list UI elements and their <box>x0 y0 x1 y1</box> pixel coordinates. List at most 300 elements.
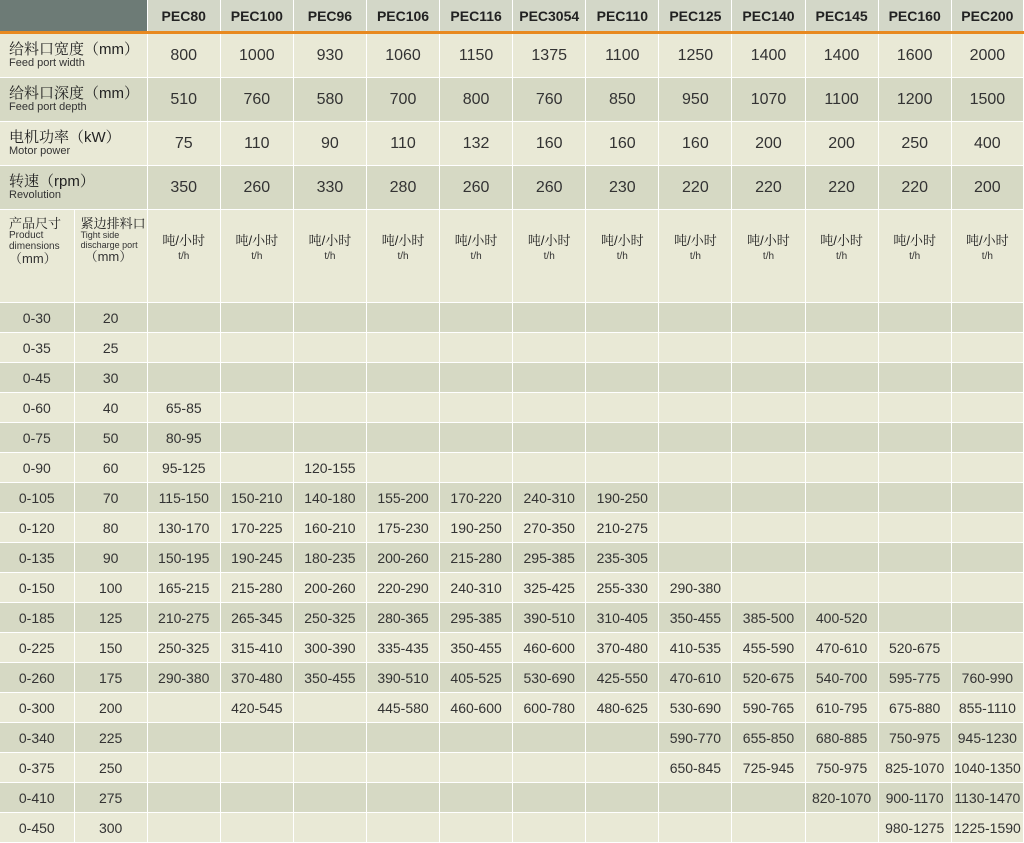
spec-value: 160 <box>659 122 732 166</box>
spec-value: 260 <box>220 166 293 210</box>
capacity-value: 310-405 <box>586 603 659 633</box>
dim-label-part: （mm） <box>9 251 57 266</box>
spec-value: 2000 <box>951 33 1023 78</box>
capacity-unit <box>951 210 1023 303</box>
discharge-port: 80 <box>74 513 147 543</box>
capacity-value: 530-690 <box>659 693 732 723</box>
capacity-value <box>293 753 366 783</box>
model-header-pec125: PEC125 <box>659 0 732 33</box>
spec-value: 1500 <box>951 78 1023 122</box>
capacity-value <box>220 423 293 453</box>
spec-value: 220 <box>659 166 732 210</box>
header-corner <box>0 0 147 33</box>
capacity-value: 180-235 <box>293 543 366 573</box>
capacity-unit <box>366 210 439 303</box>
capacity-value <box>732 363 805 393</box>
capacity-value <box>147 723 220 753</box>
capacity-value: 460-600 <box>513 633 586 663</box>
product-size: 0-260 <box>0 663 74 693</box>
product-size: 0-150 <box>0 573 74 603</box>
capacity-value <box>293 303 366 333</box>
capacity-value: 470-610 <box>805 633 878 663</box>
spec-value: 760 <box>220 78 293 122</box>
discharge-port: 200 <box>74 693 147 723</box>
capacity-value <box>513 393 586 423</box>
capacity-value: 220-290 <box>366 573 439 603</box>
capacity-value <box>805 813 878 843</box>
capacity-value <box>147 753 220 783</box>
spec-label <box>0 166 147 210</box>
capacity-value <box>586 333 659 363</box>
capacity-value <box>805 453 878 483</box>
capacity-value <box>513 723 586 753</box>
capacity-value: 300-390 <box>293 633 366 663</box>
product-dimensions-label <box>0 210 74 303</box>
product-size: 0-120 <box>0 513 74 543</box>
capacity-value: 150-195 <box>147 543 220 573</box>
capacity-value <box>440 783 513 813</box>
discharge-port: 125 <box>74 603 147 633</box>
capacity-value <box>805 303 878 333</box>
spec-row <box>0 78 1024 122</box>
capacity-value <box>586 783 659 813</box>
capacity-value: 470-610 <box>659 663 732 693</box>
capacity-value <box>805 483 878 513</box>
capacity-value <box>293 363 366 393</box>
discharge-port: 100 <box>74 573 147 603</box>
capacity-value <box>878 543 951 573</box>
unit-en: t/h <box>689 251 701 262</box>
capacity-value <box>805 573 878 603</box>
table-row <box>0 543 1024 573</box>
capacity-value: 215-280 <box>220 573 293 603</box>
capacity-value <box>732 483 805 513</box>
capacity-value: 590-765 <box>732 693 805 723</box>
spec-value: 580 <box>293 78 366 122</box>
spec-value: 1150 <box>440 33 513 78</box>
dim-label-part: 产品尺寸 <box>9 216 62 231</box>
capacity-value <box>440 303 513 333</box>
unit-en: t/h <box>616 251 628 262</box>
capacity-value <box>732 783 805 813</box>
capacity-value: 1040-1350 <box>951 753 1023 783</box>
capacity-value: 750-975 <box>878 723 951 753</box>
capacity-value: 455-590 <box>732 633 805 663</box>
capacity-value: 240-310 <box>513 483 586 513</box>
capacity-value <box>951 543 1023 573</box>
capacity-value <box>659 303 732 333</box>
capacity-value: 540-700 <box>805 663 878 693</box>
capacity-value <box>366 363 439 393</box>
spec-value: 800 <box>440 78 513 122</box>
spec-value: 220 <box>732 166 805 210</box>
spec-value: 1600 <box>878 33 951 78</box>
capacity-value <box>586 303 659 333</box>
spec-value: 1070 <box>732 78 805 122</box>
spec-label-cn: 给料口宽度（mm） <box>9 40 139 58</box>
product-size: 0-105 <box>0 483 74 513</box>
product-size: 0-45 <box>0 363 74 393</box>
spec-value: 200 <box>805 122 878 166</box>
capacity-value: 235-305 <box>586 543 659 573</box>
capacity-value: 350-455 <box>659 603 732 633</box>
table-row <box>0 423 1024 453</box>
unit-en: t/h <box>324 251 336 262</box>
product-size: 0-185 <box>0 603 74 633</box>
spec-value: 132 <box>440 122 513 166</box>
capacity-value <box>366 783 439 813</box>
unit-en: t/h <box>543 251 555 262</box>
table-row <box>0 813 1024 843</box>
table-row <box>0 663 1024 693</box>
capacity-value: 190-250 <box>586 483 659 513</box>
capacity-value <box>659 423 732 453</box>
capacity-value <box>805 363 878 393</box>
unit-en: t/h <box>470 251 482 262</box>
unit-cn: 吨/小时 <box>966 233 1009 248</box>
capacity-value: 390-510 <box>513 603 586 633</box>
table-row <box>0 723 1024 753</box>
capacity-value <box>220 393 293 423</box>
product-size: 0-375 <box>0 753 74 783</box>
capacity-value <box>878 573 951 603</box>
capacity-value <box>293 333 366 363</box>
capacity-value <box>878 363 951 393</box>
capacity-value <box>951 363 1023 393</box>
capacity-value: 945-1230 <box>951 723 1023 753</box>
spec-value: 1060 <box>366 33 439 78</box>
capacity-value <box>586 453 659 483</box>
spec-value: 850 <box>586 78 659 122</box>
capacity-value <box>366 453 439 483</box>
unit-en: t/h <box>981 251 993 262</box>
capacity-value: 675-880 <box>878 693 951 723</box>
capacity-value: 655-850 <box>732 723 805 753</box>
capacity-value: 150-210 <box>220 483 293 513</box>
capacity-value <box>293 783 366 813</box>
capacity-value <box>805 543 878 573</box>
capacity-value: 820-1070 <box>805 783 878 813</box>
capacity-value <box>220 333 293 363</box>
product-size: 0-410 <box>0 783 74 813</box>
capacity-value: 460-600 <box>440 693 513 723</box>
table-row <box>0 603 1024 633</box>
capacity-value <box>220 303 293 333</box>
unit-en: t/h <box>178 251 190 262</box>
model-header-pec116: PEC116 <box>440 0 513 33</box>
capacity-value <box>147 693 220 723</box>
capacity-value <box>366 813 439 843</box>
capacity-value <box>366 753 439 783</box>
capacity-value <box>878 453 951 483</box>
capacity-value <box>440 363 513 393</box>
table-header <box>0 0 1024 33</box>
capacity-value <box>586 813 659 843</box>
capacity-value: 270-350 <box>513 513 586 543</box>
table-row <box>0 633 1024 663</box>
capacity-value <box>878 603 951 633</box>
capacity-value <box>513 333 586 363</box>
capacity-value <box>878 333 951 363</box>
capacity-value: 130-170 <box>147 513 220 543</box>
product-size: 0-135 <box>0 543 74 573</box>
capacity-value <box>732 453 805 483</box>
port-label-part: （mm） <box>84 249 133 264</box>
capacity-value <box>220 723 293 753</box>
capacity-value <box>805 333 878 363</box>
capacity-unit <box>586 210 659 303</box>
spec-row <box>0 122 1024 166</box>
table-row <box>0 693 1024 723</box>
spec-value: 1250 <box>659 33 732 78</box>
capacity-value: 350-455 <box>440 633 513 663</box>
capacity-value <box>440 753 513 783</box>
capacity-value: 210-275 <box>586 513 659 543</box>
capacity-value: 295-385 <box>440 603 513 633</box>
spec-value: 200 <box>951 166 1023 210</box>
capacity-value: 480-625 <box>586 693 659 723</box>
spec-label-cn: 电机功率（kW） <box>9 128 121 146</box>
model-header-pec145: PEC145 <box>805 0 878 33</box>
unit-en: t/h <box>397 251 409 262</box>
capacity-value <box>659 513 732 543</box>
capacity-value <box>659 783 732 813</box>
capacity-value: 590-770 <box>659 723 732 753</box>
model-header-pec80: PEC80 <box>147 0 220 33</box>
spec-value: 1400 <box>805 33 878 78</box>
capacity-unit <box>147 210 220 303</box>
capacity-value <box>147 303 220 333</box>
unit-cn: 吨/小时 <box>308 233 352 248</box>
capacity-value <box>878 483 951 513</box>
capacity-value: 445-580 <box>366 693 439 723</box>
capacity-value: 425-550 <box>586 663 659 693</box>
capacity-value: 350-455 <box>293 663 366 693</box>
spec-value: 700 <box>366 78 439 122</box>
capacity-value: 190-250 <box>440 513 513 543</box>
capacity-value: 190-245 <box>220 543 293 573</box>
spec-label-en: Feed port width <box>9 56 85 69</box>
discharge-port: 225 <box>74 723 147 753</box>
capacity-value <box>951 393 1023 423</box>
product-size: 0-300 <box>0 693 74 723</box>
capacity-value: 160-210 <box>293 513 366 543</box>
capacity-value: 265-345 <box>220 603 293 633</box>
capacity-value <box>220 813 293 843</box>
spec-label <box>0 33 147 78</box>
spec-label-cn: 转速（rpm） <box>9 172 95 190</box>
discharge-port: 40 <box>74 393 147 423</box>
spec-value: 350 <box>147 166 220 210</box>
capacity-unit <box>878 210 951 303</box>
capacity-value: 200-260 <box>366 543 439 573</box>
discharge-port-label <box>74 210 147 303</box>
capacity-value: 1225-1590 <box>951 813 1023 843</box>
capacity-value <box>659 333 732 363</box>
capacity-value: 290-380 <box>659 573 732 603</box>
capacity-value <box>659 813 732 843</box>
unit-cn: 吨/小时 <box>600 233 644 248</box>
capacity-value: 385-500 <box>732 603 805 633</box>
capacity-value <box>805 423 878 453</box>
unit-cn: 吨/小时 <box>893 233 936 248</box>
dim-label-part: dimensions <box>9 241 60 252</box>
capacity-value: 600-780 <box>513 693 586 723</box>
capacity-value <box>440 333 513 363</box>
spec-value: 930 <box>293 33 366 78</box>
capacity-value <box>220 783 293 813</box>
capacity-value: 530-690 <box>513 663 586 693</box>
capacity-value <box>732 513 805 543</box>
capacity-value <box>586 423 659 453</box>
table-row <box>0 483 1024 513</box>
model-header-pec96: PEC96 <box>293 0 366 33</box>
spec-label-en: Feed port depth <box>9 100 87 113</box>
product-size: 0-35 <box>0 333 74 363</box>
capacity-value: 825-1070 <box>878 753 951 783</box>
capacity-value <box>951 453 1023 483</box>
capacity-value <box>732 543 805 573</box>
capacity-value <box>878 393 951 423</box>
capacity-value <box>951 333 1023 363</box>
capacity-value <box>147 813 220 843</box>
capacity-value <box>951 513 1023 543</box>
capacity-value: 650-845 <box>659 753 732 783</box>
model-header-pec106: PEC106 <box>366 0 439 33</box>
model-header-pec160: PEC160 <box>878 0 951 33</box>
capacity-value <box>732 333 805 363</box>
capacity-value <box>366 393 439 423</box>
spec-value: 280 <box>366 166 439 210</box>
spec-label <box>0 122 147 166</box>
capacity-unit <box>732 210 805 303</box>
unit-cn: 吨/小时 <box>235 233 279 248</box>
capacity-value <box>440 423 513 453</box>
capacity-value <box>951 603 1023 633</box>
capacity-value: 750-975 <box>805 753 878 783</box>
capacity-value: 855-1110 <box>951 693 1023 723</box>
discharge-port: 175 <box>74 663 147 693</box>
discharge-port: 250 <box>74 753 147 783</box>
unit-cn: 吨/小时 <box>820 233 863 248</box>
capacity-value: 595-775 <box>878 663 951 693</box>
unit-cn: 吨/小时 <box>674 233 717 248</box>
capacity-value <box>513 303 586 333</box>
spec-row <box>0 33 1024 78</box>
discharge-port: 50 <box>74 423 147 453</box>
port-label-part: discharge port <box>80 240 138 250</box>
capacity-value <box>951 423 1023 453</box>
capacity-unit <box>513 210 586 303</box>
capacity-header-row <box>0 210 1024 303</box>
capacity-value <box>293 693 366 723</box>
capacity-value <box>732 573 805 603</box>
table-row <box>0 513 1024 543</box>
capacity-value <box>659 543 732 573</box>
capacity-value: 290-380 <box>147 663 220 693</box>
capacity-value <box>586 753 659 783</box>
port-label-part: Tight side <box>80 230 120 240</box>
spec-value: 230 <box>586 166 659 210</box>
spec-value: 950 <box>659 78 732 122</box>
capacity-value <box>513 783 586 813</box>
table-row <box>0 753 1024 783</box>
capacity-value: 80-95 <box>147 423 220 453</box>
spec-value: 160 <box>513 122 586 166</box>
spec-label-cn: 给料口深度（mm） <box>9 84 139 102</box>
capacity-value: 680-885 <box>805 723 878 753</box>
spec-value: 1200 <box>878 78 951 122</box>
capacity-value <box>878 513 951 543</box>
capacity-unit <box>440 210 513 303</box>
table-row <box>0 393 1024 423</box>
capacity-value <box>805 393 878 423</box>
capacity-value <box>440 723 513 753</box>
model-header-pec200: PEC200 <box>951 0 1023 33</box>
unit-cn: 吨/小时 <box>162 233 206 248</box>
capacity-value: 140-180 <box>293 483 366 513</box>
discharge-port: 300 <box>74 813 147 843</box>
capacity-value: 170-220 <box>440 483 513 513</box>
unit-en: t/h <box>909 251 921 262</box>
spec-value: 760 <box>513 78 586 122</box>
capacity-value: 610-795 <box>805 693 878 723</box>
capacity-value <box>147 783 220 813</box>
capacity-value <box>659 453 732 483</box>
capacity-value <box>732 423 805 453</box>
capacity-value <box>220 453 293 483</box>
capacity-value: 200-260 <box>293 573 366 603</box>
spec-value: 220 <box>878 166 951 210</box>
capacity-value <box>220 363 293 393</box>
capacity-value <box>293 723 366 753</box>
discharge-port: 30 <box>74 363 147 393</box>
capacity-value: 250-325 <box>147 633 220 663</box>
spec-value: 1100 <box>805 78 878 122</box>
capacity-value <box>951 573 1023 603</box>
table-row <box>0 333 1024 363</box>
table-row <box>0 363 1024 393</box>
product-size: 0-30 <box>0 303 74 333</box>
capacity-value <box>293 813 366 843</box>
spec-value: 1000 <box>220 33 293 78</box>
spec-value: 1375 <box>513 33 586 78</box>
capacity-value: 215-280 <box>440 543 513 573</box>
discharge-port: 90 <box>74 543 147 573</box>
capacity-value: 1130-1470 <box>951 783 1023 813</box>
discharge-port: 60 <box>74 453 147 483</box>
table-row <box>0 303 1024 333</box>
model-header-pec110: PEC110 <box>586 0 659 33</box>
product-size: 0-60 <box>0 393 74 423</box>
capacity-value: 155-200 <box>366 483 439 513</box>
spec-value: 1100 <box>586 33 659 78</box>
spec-value: 160 <box>586 122 659 166</box>
unit-en: t/h <box>836 251 848 262</box>
table-row <box>0 783 1024 813</box>
capacity-value <box>366 333 439 363</box>
capacity-value: 325-425 <box>513 573 586 603</box>
capacity-value <box>513 753 586 783</box>
port-label-part: 紧边排料口 <box>80 216 146 231</box>
capacity-value: 725-945 <box>732 753 805 783</box>
capacity-value <box>805 513 878 543</box>
discharge-port: 275 <box>74 783 147 813</box>
discharge-port: 25 <box>74 333 147 363</box>
capacity-value <box>513 813 586 843</box>
capacity-value: 520-675 <box>878 633 951 663</box>
capacity-value <box>147 333 220 363</box>
